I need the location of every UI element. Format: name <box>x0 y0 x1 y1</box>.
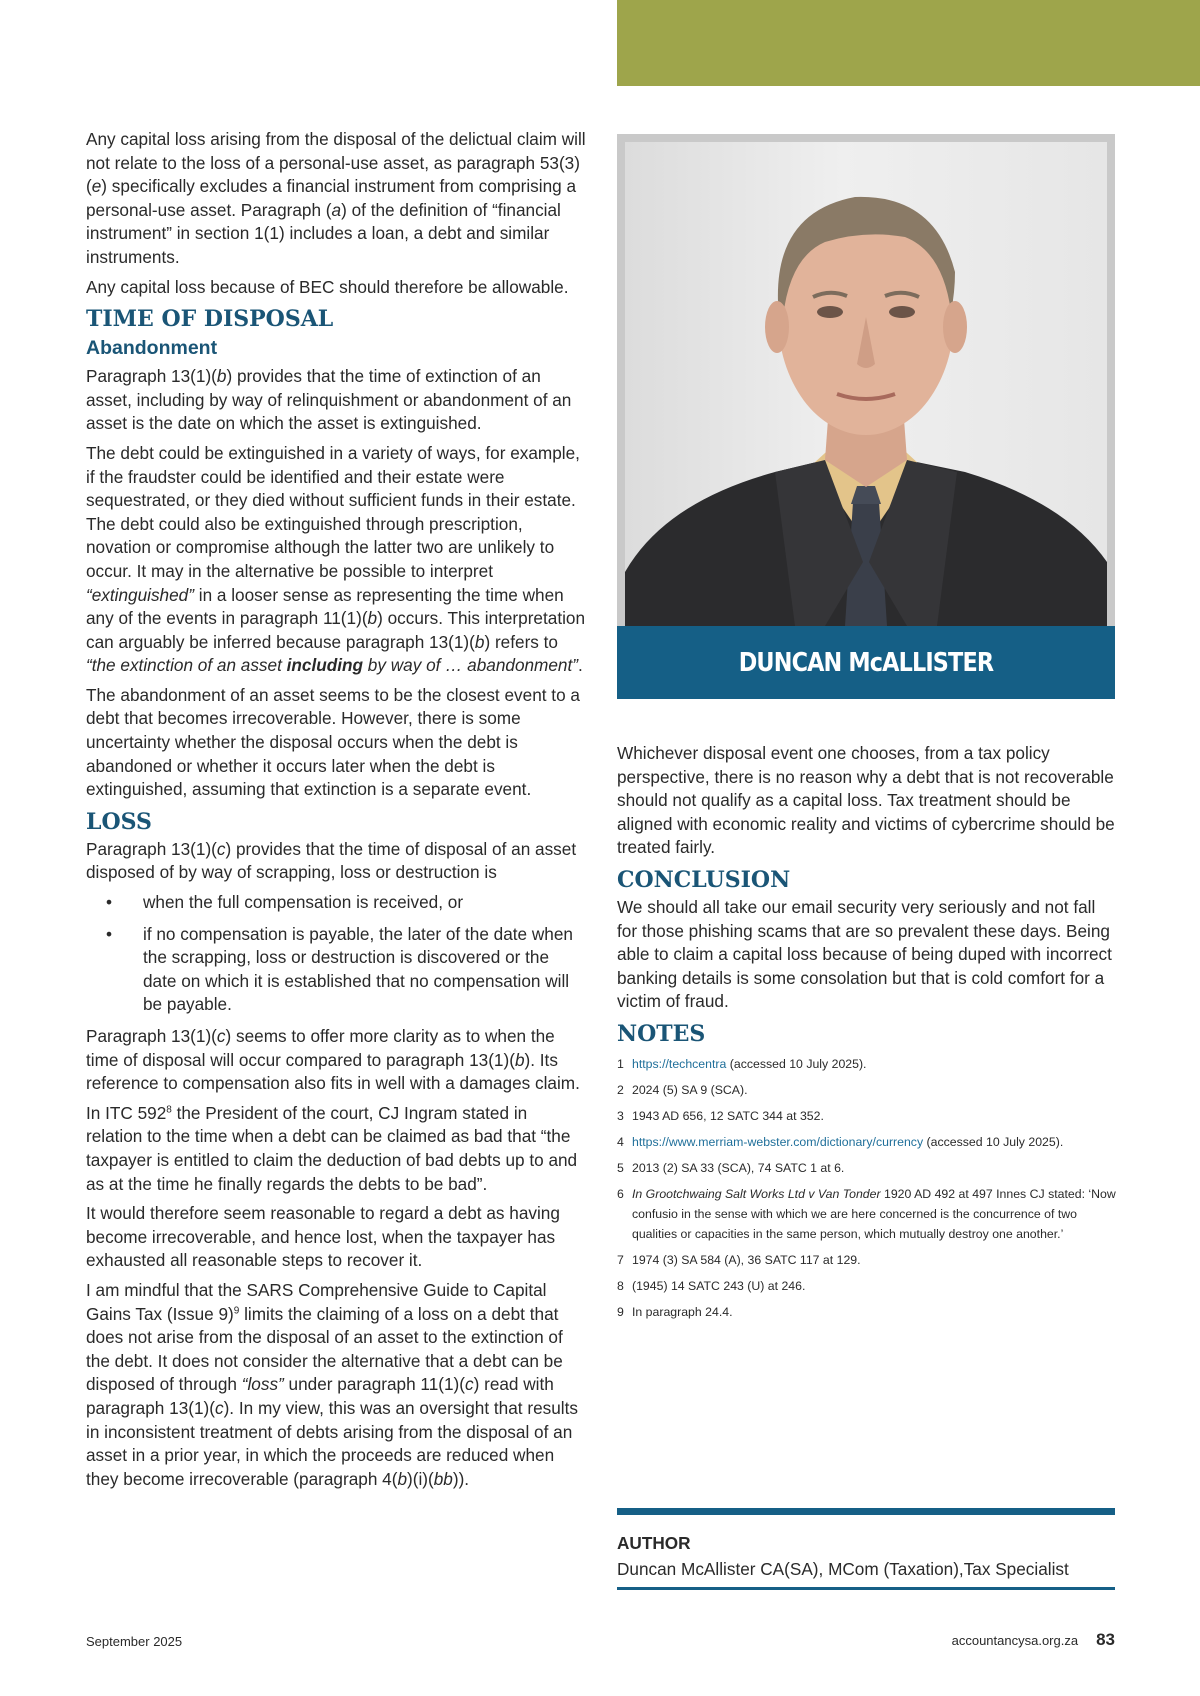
paragraph: We should all take our email security very seriously and not fall for those phishing scams that are so prevalent these days. Being able to claim a capital loss because of being duped with incorrect banking details is some consolation but that is cold comfort for a victim of fraud. <box>617 896 1112 1012</box>
paragraph: Whichever disposal event one chooses, from a tax policy perspective, there is no reason why a debt that is not recoverable should not qualify as a capital loss. Tax treatment should be aligned with economic reality and victims of cybercrime should be treated fairly. <box>617 743 1115 858</box>
bullet-list <box>86 891 586 1017</box>
note-item: 2 2024 (5) SA 9 (SCA). <box>617 1080 1117 1100</box>
paragraph: In ITC $592^8$ the President of the court, CJ Ingram stated in relation to the time when a debt can be claimed as bad that “the taxpayer is entitled to claim the deduction of bad debts up to and as at the time he finally regards the debts to be bad”. <box>86 1102 578 1194</box>
left-column <box>86 128 586 1497</box>
page-number: 83 <box>1096 1630 1115 1649</box>
note-number: 8 <box>617 1278 624 1293</box>
author-block <box>617 1508 1115 1590</box>
author-photo <box>625 142 1107 626</box>
top-accent-bar <box>617 0 1200 86</box>
footer-right <box>952 1630 1115 1650</box>
author-label: AUTHOR <box>617 1533 691 1553</box>
note-item: 6 In Grootchwaing Salt Works Ltd v Van Tonder 1920 AD 492 at 497 Innes CJ stated: ‘Now confusio in the sense with which we are here concerned is the concurrence of two qualities or capacities in the same person, which mutually destroy one another.’ <box>617 1184 1117 1244</box>
note-number: 7 <box>617 1252 624 1267</box>
author-rule <box>617 1587 1115 1590</box>
note-number: 1 <box>617 1056 624 1071</box>
bullet-item: • if no compensation is payable, the later of the date when the scrapping, loss or destruction is discovered or the date on which it is established that no compensation will be payable. <box>86 923 586 1017</box>
author-rule <box>617 1508 1115 1515</box>
paragraph: Any capital loss because of BEC should therefore be allowable. <box>86 276 569 297</box>
portrait-illustration <box>625 142 1107 626</box>
author-name-caption <box>617 626 1115 699</box>
note-link[interactable]: https://techcentra <box>632 1056 727 1071</box>
paragraph: Paragraph 13(1)(c) seems to offer more clarity as to when the time of disposal will occur compared to paragraph 13(1)(b). Its reference to compensation also fits in well with a damages claim. <box>86 1026 580 1094</box>
note-item: 5 2013 (2) SA 33 (SCA), 74 SATC 1 at 6. <box>617 1158 1117 1178</box>
paragraph: Any capital loss arising from the disposal of the delictual claim will not relate to the loss of a personal-use asset, as paragraph 53(3)(e) specifically excludes a financial instrument from comprising a personal-use asset. Paragraph (a) of the definition of “financial instrument” in section 1(1) includes a loan, a debt and similar instruments. <box>86 129 586 267</box>
note-item: 9 In paragraph 24.4. <box>617 1302 1117 1322</box>
author-credentials: Duncan McAllister CA(SA), MCom (Taxation),Tax Specialist <box>617 1559 1069 1579</box>
section-heading-notes: NOTES <box>617 1020 706 1047</box>
footer-site: accountancysa.org.za <box>951 1633 1079 1648</box>
note-number: 3 <box>617 1108 624 1123</box>
note-number: 2 <box>617 1082 624 1097</box>
bullet-item: • when the full compensation is received, or <box>86 891 586 915</box>
note-number: 5 <box>617 1160 624 1175</box>
note-link[interactable]: https://www.merriam-webster.com/dictionary/currency <box>632 1134 924 1149</box>
section-heading-time-of-disposal: TIME OF DISPOSAL <box>86 306 334 333</box>
paragraph: The debt could be extinguished in a variety of ways, for example, if the fraudster could be identified and their estate were sequestrated, or they died without sufficient funds in their estate. The debt could also be extinguished through prescription, novation or compromise although the latter two are unlikely to occur. It may in the alternative be possible to interpret “extinguished” in a looser sense as representing the time when any of the events in paragraph 11(1)(b) occurs. This interpretation can arguably be inferred because paragraph 13(1)(b) refers to “the extinction of an asset including by way of … abandonment”. <box>86 442 586 676</box>
note-number: 4 <box>617 1134 624 1149</box>
paragraph: Paragraph 13(1)(b) provides that the time of extinction of an asset, including by way of relinquishment or abandonment of an asset is the date on which the asset is extinguished. <box>86 366 572 434</box>
right-column <box>617 742 1117 1328</box>
note-number: 9 <box>617 1304 624 1319</box>
note-item: 1 https://techcentra (accessed 10 July 2025). <box>617 1054 1117 1074</box>
notes-list <box>617 1054 1117 1322</box>
section-heading-loss: LOSS <box>86 808 152 835</box>
footer-date: September 2025 <box>86 1634 183 1649</box>
note-number: 6 <box>617 1186 624 1201</box>
note-item: 8 (1945) 14 SATC 243 (U) at 246. <box>617 1276 1117 1296</box>
note-item: 3 1943 AD 656, 12 SATC 344 at 352. <box>617 1106 1117 1126</box>
note-item: 4 https://www.merriam-webster.com/dictionary/currency (accessed 10 July 2025). <box>617 1132 1117 1152</box>
paragraph: The abandonment of an asset seems to be the closest event to a debt that becomes irrecoverable. However, there is some uncertainty whether the disposal occurs when the debt is abandoned or whether it occurs later when the debt is extinguished, assuming that extinction is a separate event. <box>86 684 580 800</box>
subheading-abandonment: Abandonment <box>86 337 218 360</box>
author-photo-frame <box>617 134 1115 699</box>
section-heading-conclusion: CONCLUSION <box>617 866 791 893</box>
paragraph: Paragraph 13(1)(c) provides that the time of disposal of an asset disposed of by way of scrapping, loss or destruction is <box>86 838 577 883</box>
paragraph: It would therefore seem reasonable to regard a debt as having become irrecoverable, and hence lost, when the taxpayer has exhausted all reasonable steps to recover it. <box>86 1203 560 1271</box>
paragraph: I am mindful that the SARS Comprehensive Guide to Capital Gains Tax (Issue 9)$^9$ limits the claiming of a loss on a debt that does not arise from the disposal of an asset to the extinction of the debt. It does not consider the alternative that a debt can be disposed of through “loss” under paragraph 11(1)(c) read with paragraph 13(1)(c). In my view, this was an oversight that results in inconsistent treatment of debts arising from the disposal of an asset in a prior year, in which the proceeds are reduced when they become irrecoverable (paragraph 4(b)(i)(bb)). <box>86 1279 578 1489</box>
author-name-caption-text: DUNCAN McALLISTER <box>738 647 994 678</box>
note-item: 7 1974 (3) SA 584 (A), 36 SATC 117 at 129. <box>617 1250 1117 1270</box>
